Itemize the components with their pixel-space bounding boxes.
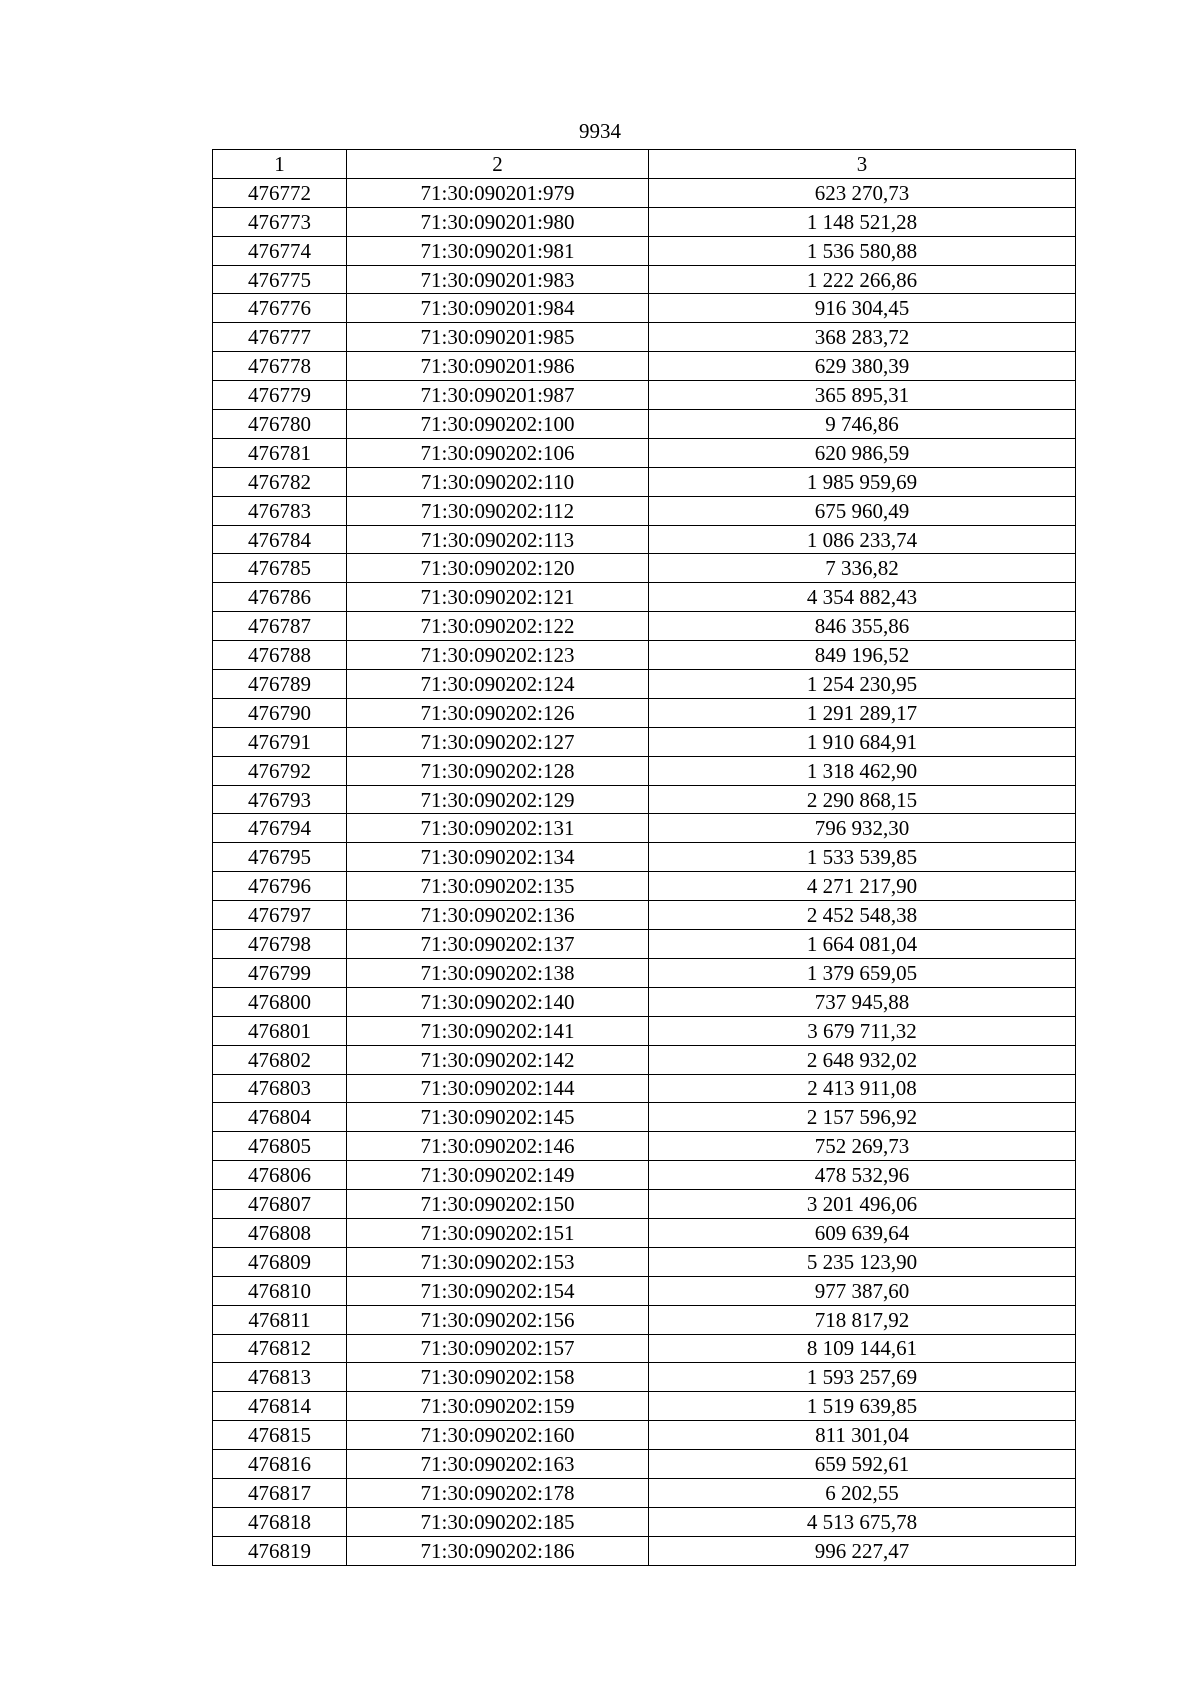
table-row (213, 785, 1076, 814)
record-number-cell: 476796 (213, 872, 347, 901)
record-number-cell: 476813 (213, 1363, 347, 1392)
table-row (213, 843, 1076, 872)
record-number-cell: 476802 (213, 1045, 347, 1074)
cadastral-value-cell: 1 222 266,86 (649, 265, 1076, 294)
table-row (213, 583, 1076, 612)
record-number-cell: 476788 (213, 641, 347, 670)
cadastral-value-cell: 1 318 462,90 (649, 756, 1076, 785)
cadastral-value-cell: 1 664 081,04 (649, 930, 1076, 959)
cadastral-number-cell: 71:30:090202:163 (347, 1450, 649, 1479)
cadastral-number-cell: 71:30:090202:121 (347, 583, 649, 612)
record-number-cell: 476815 (213, 1421, 347, 1450)
cadastral-number-cell: 71:30:090201:983 (347, 265, 649, 294)
cadastral-value-cell: 4 354 882,43 (649, 583, 1076, 612)
cadastral-value-cell: 916 304,45 (649, 294, 1076, 323)
table-row (213, 525, 1076, 554)
cadastral-value-cell: 1 519 639,85 (649, 1392, 1076, 1421)
cadastral-value-cell: 1 379 659,05 (649, 958, 1076, 987)
cadastral-number-cell: 71:30:090202:110 (347, 467, 649, 496)
table-row (213, 207, 1076, 236)
cadastral-number-cell: 71:30:090202:140 (347, 987, 649, 1016)
cadastral-number-cell: 71:30:090201:987 (347, 381, 649, 410)
cadastral-number-cell: 71:30:090202:145 (347, 1103, 649, 1132)
record-number-cell: 476798 (213, 930, 347, 959)
table-row (213, 872, 1076, 901)
table-row (213, 958, 1076, 987)
table-row (213, 1536, 1076, 1565)
cadastral-value-cell: 6 202,55 (649, 1478, 1076, 1507)
cadastral-number-cell: 71:30:090202:127 (347, 727, 649, 756)
record-number-cell: 476776 (213, 294, 347, 323)
cadastral-value-cell: 659 592,61 (649, 1450, 1076, 1479)
cadastral-number-cell: 71:30:090202:185 (347, 1507, 649, 1536)
table-row (213, 1247, 1076, 1276)
table-row (213, 1334, 1076, 1363)
table-row (213, 641, 1076, 670)
table-row (213, 1392, 1076, 1421)
cadastral-value-cell: 3 679 711,32 (649, 1016, 1076, 1045)
cadastral-value-cell: 996 227,47 (649, 1536, 1076, 1565)
record-number-cell: 476773 (213, 207, 347, 236)
table-row (213, 1421, 1076, 1450)
record-number-cell: 476799 (213, 958, 347, 987)
table-row (213, 496, 1076, 525)
table-row (213, 1016, 1076, 1045)
cadastral-number-cell: 71:30:090202:142 (347, 1045, 649, 1074)
record-number-cell: 476791 (213, 727, 347, 756)
record-number-cell: 476795 (213, 843, 347, 872)
record-number-cell: 476794 (213, 814, 347, 843)
table-row (213, 1276, 1076, 1305)
record-number-cell: 476818 (213, 1507, 347, 1536)
cadastral-number-cell: 71:30:090202:158 (347, 1363, 649, 1392)
cadastral-number-cell: 71:30:090202:149 (347, 1161, 649, 1190)
cadastral-value-cell: 5 235 123,90 (649, 1247, 1076, 1276)
table-row (213, 727, 1076, 756)
cadastral-value-cell: 1 254 230,95 (649, 670, 1076, 699)
cadastral-value-cell: 629 380,39 (649, 352, 1076, 381)
record-number-cell: 476811 (213, 1305, 347, 1334)
cadastral-number-cell: 71:30:090202:151 (347, 1218, 649, 1247)
record-number-cell: 476774 (213, 236, 347, 265)
cadastral-number-cell: 71:30:090201:984 (347, 294, 649, 323)
table-row (213, 381, 1076, 410)
cadastral-number-cell: 71:30:090202:135 (347, 872, 649, 901)
table-row (213, 698, 1076, 727)
table-row (213, 612, 1076, 641)
cadastral-value-cell: 1 910 684,91 (649, 727, 1076, 756)
cadastral-value-cell: 365 895,31 (649, 381, 1076, 410)
table-row (213, 1190, 1076, 1219)
cadastral-number-cell: 71:30:090202:128 (347, 756, 649, 785)
cadastral-number-cell: 71:30:090202:131 (347, 814, 649, 843)
table-row (213, 1103, 1076, 1132)
cadastral-value-cell: 3 201 496,06 (649, 1190, 1076, 1219)
record-number-cell: 476787 (213, 612, 347, 641)
record-number-cell: 476779 (213, 381, 347, 410)
record-number-cell: 476803 (213, 1074, 347, 1103)
cadastral-value-cell: 977 387,60 (649, 1276, 1076, 1305)
table-row (213, 1074, 1076, 1103)
cadastral-value-cell: 2 452 548,38 (649, 901, 1076, 930)
cadastral-number-cell: 71:30:090202:129 (347, 785, 649, 814)
cadastral-number-cell: 71:30:090202:160 (347, 1421, 649, 1450)
record-number-cell: 476808 (213, 1218, 347, 1247)
record-number-cell: 476775 (213, 265, 347, 294)
table-row (213, 756, 1076, 785)
record-number-cell: 476797 (213, 901, 347, 930)
cadastral-value-cell: 849 196,52 (649, 641, 1076, 670)
record-number-cell: 476784 (213, 525, 347, 554)
cadastral-value-cell: 752 269,73 (649, 1132, 1076, 1161)
record-number-cell: 476777 (213, 323, 347, 352)
record-number-cell: 476781 (213, 438, 347, 467)
cadastral-number-cell: 71:30:090202:154 (347, 1276, 649, 1305)
cadastral-value-cell: 1 086 233,74 (649, 525, 1076, 554)
cadastral-value-cell: 737 945,88 (649, 987, 1076, 1016)
table-body (213, 150, 1076, 1566)
record-number-cell: 476783 (213, 496, 347, 525)
register-table (212, 149, 1076, 1566)
cadastral-value-cell: 1 148 521,28 (649, 207, 1076, 236)
cadastral-number-cell: 71:30:090202:112 (347, 496, 649, 525)
table-row (213, 467, 1076, 496)
cadastral-value-cell: 609 639,64 (649, 1218, 1076, 1247)
table-row (213, 554, 1076, 583)
record-number-cell: 476793 (213, 785, 347, 814)
table-row (213, 1132, 1076, 1161)
cadastral-number-cell: 71:30:090201:985 (347, 323, 649, 352)
cadastral-value-cell: 2 290 868,15 (649, 785, 1076, 814)
cadastral-value-cell: 478 532,96 (649, 1161, 1076, 1190)
header-cell-1: 1 (213, 150, 347, 179)
table-row (213, 814, 1076, 843)
cadastral-value-cell: 4 271 217,90 (649, 872, 1076, 901)
cadastral-number-cell: 71:30:090202:178 (347, 1478, 649, 1507)
cadastral-number-cell: 71:30:090202:136 (347, 901, 649, 930)
cadastral-value-cell: 623 270,73 (649, 178, 1076, 207)
table-row (213, 265, 1076, 294)
cadastral-number-cell: 71:30:090202:141 (347, 1016, 649, 1045)
cadastral-number-cell: 71:30:090202:100 (347, 410, 649, 439)
record-number-cell: 476805 (213, 1132, 347, 1161)
record-number-cell: 476810 (213, 1276, 347, 1305)
record-number-cell: 476778 (213, 352, 347, 381)
cadastral-number-cell: 71:30:090202:159 (347, 1392, 649, 1421)
cadastral-value-cell: 811 301,04 (649, 1421, 1076, 1450)
cadastral-number-cell: 71:30:090201:986 (347, 352, 649, 381)
cadastral-number-cell: 71:30:090201:979 (347, 178, 649, 207)
table-row (213, 410, 1076, 439)
cadastral-value-cell: 9 746,86 (649, 410, 1076, 439)
cadastral-number-cell: 71:30:090202:138 (347, 958, 649, 987)
cadastral-value-cell: 4 513 675,78 (649, 1507, 1076, 1536)
cadastral-number-cell: 71:30:090202:146 (347, 1132, 649, 1161)
cadastral-number-cell: 71:30:090202:186 (347, 1536, 649, 1565)
table-row (213, 1450, 1076, 1479)
cadastral-number-cell: 71:30:090202:124 (347, 670, 649, 699)
cadastral-number-cell: 71:30:090201:981 (347, 236, 649, 265)
cadastral-number-cell: 71:30:090202:150 (347, 1190, 649, 1219)
cadastral-number-cell: 71:30:090202:157 (347, 1334, 649, 1363)
cadastral-number-cell: 71:30:090202:144 (347, 1074, 649, 1103)
table-row (213, 1363, 1076, 1392)
table-row (213, 352, 1076, 381)
cadastral-number-cell: 71:30:090202:134 (347, 843, 649, 872)
record-number-cell: 476785 (213, 554, 347, 583)
cadastral-value-cell: 620 986,59 (649, 438, 1076, 467)
table-row (213, 236, 1076, 265)
table-row (213, 901, 1076, 930)
cadastral-value-cell: 2 413 911,08 (649, 1074, 1076, 1103)
table-row (213, 323, 1076, 352)
cadastral-value-cell: 796 932,30 (649, 814, 1076, 843)
record-number-cell: 476819 (213, 1536, 347, 1565)
record-number-cell: 476780 (213, 410, 347, 439)
table-row (213, 987, 1076, 1016)
record-number-cell: 476772 (213, 178, 347, 207)
record-number-cell: 476800 (213, 987, 347, 1016)
cadastral-number-cell: 71:30:090202:137 (347, 930, 649, 959)
table-row (213, 438, 1076, 467)
table-row (213, 930, 1076, 959)
cadastral-number-cell: 71:30:090202:123 (347, 641, 649, 670)
cadastral-number-cell: 71:30:090202:156 (347, 1305, 649, 1334)
record-number-cell: 476817 (213, 1478, 347, 1507)
table-row (213, 1507, 1076, 1536)
record-number-cell: 476789 (213, 670, 347, 699)
cadastral-number-cell: 71:30:090202:106 (347, 438, 649, 467)
table-row (213, 1305, 1076, 1334)
cadastral-value-cell: 1 533 539,85 (649, 843, 1076, 872)
cadastral-value-cell: 1 985 959,69 (649, 467, 1076, 496)
cadastral-number-cell: 71:30:090202:120 (347, 554, 649, 583)
cadastral-number-cell: 71:30:090202:126 (347, 698, 649, 727)
table-row (213, 178, 1076, 207)
table-row (213, 1045, 1076, 1074)
cadastral-value-cell: 2 157 596,92 (649, 1103, 1076, 1132)
cadastral-value-cell: 7 336,82 (649, 554, 1076, 583)
cadastral-number-cell: 71:30:090202:153 (347, 1247, 649, 1276)
record-number-cell: 476804 (213, 1103, 347, 1132)
record-number-cell: 476792 (213, 756, 347, 785)
record-number-cell: 476801 (213, 1016, 347, 1045)
cadastral-value-cell: 846 355,86 (649, 612, 1076, 641)
cadastral-value-cell: 368 283,72 (649, 323, 1076, 352)
record-number-cell: 476812 (213, 1334, 347, 1363)
table-header-row (213, 150, 1076, 179)
cadastral-value-cell: 675 960,49 (649, 496, 1076, 525)
table-row (213, 670, 1076, 699)
record-number-cell: 476814 (213, 1392, 347, 1421)
table-row (213, 1218, 1076, 1247)
cadastral-value-cell: 2 648 932,02 (649, 1045, 1076, 1074)
cadastral-number-cell: 71:30:090202:113 (347, 525, 649, 554)
page-number: 9934 (579, 119, 621, 143)
record-number-cell: 476790 (213, 698, 347, 727)
record-number-cell: 476806 (213, 1161, 347, 1190)
record-number-cell: 476786 (213, 583, 347, 612)
cadastral-value-cell: 718 817,92 (649, 1305, 1076, 1334)
record-number-cell: 476816 (213, 1450, 347, 1479)
cadastral-number-cell: 71:30:090201:980 (347, 207, 649, 236)
header-cell-2: 2 (347, 150, 649, 179)
cadastral-value-cell: 8 109 144,61 (649, 1334, 1076, 1363)
table-row (213, 294, 1076, 323)
record-number-cell: 476809 (213, 1247, 347, 1276)
cadastral-value-cell: 1 536 580,88 (649, 236, 1076, 265)
cadastral-number-cell: 71:30:090202:122 (347, 612, 649, 641)
cadastral-value-cell: 1 291 289,17 (649, 698, 1076, 727)
table-row (213, 1161, 1076, 1190)
table-row (213, 1478, 1076, 1507)
record-number-cell: 476807 (213, 1190, 347, 1219)
record-number-cell: 476782 (213, 467, 347, 496)
cadastral-value-cell: 1 593 257,69 (649, 1363, 1076, 1392)
header-cell-3: 3 (649, 150, 1076, 179)
